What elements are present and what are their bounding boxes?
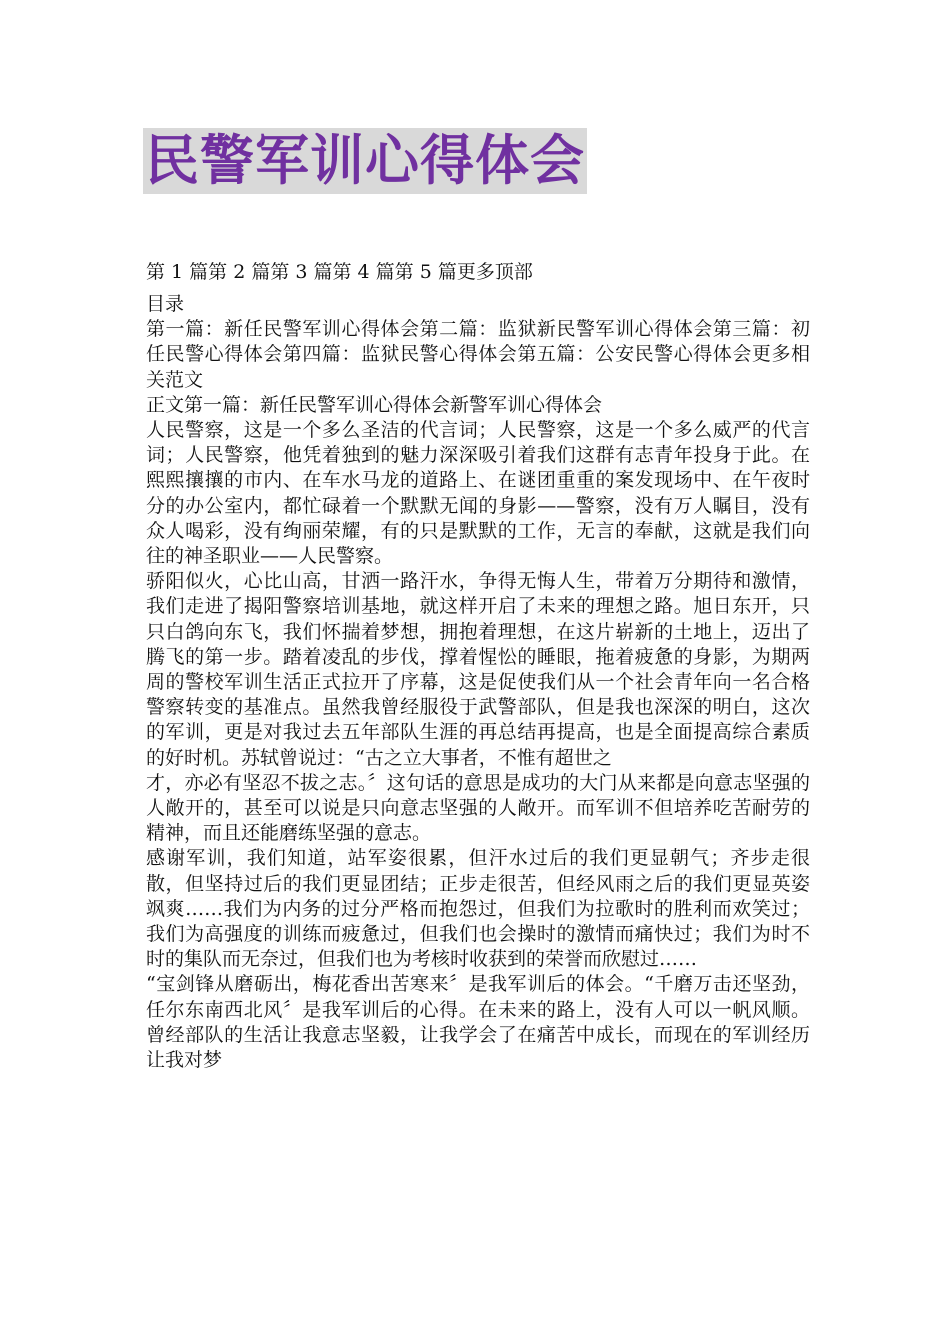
- body-paragraph: “宝剑锋从磨砺出，梅花香出苦寒来〞是我军训后的体会。“千磨万击还坚劲，任尔东南西北风〞是我军训后的心得。在未来的路上，没有人可以一帆风顺。曾经部队的生活让我意志坚毅，让我学会了在痛苦中成长，而现在的军训经历让我对梦: [146, 973, 810, 1072]
- document-title: 民警军训心得体会: [145, 129, 585, 192]
- body-paragraph: 才，亦必有坚忍不拔之志。〞这句话的意思是成功的大门从来都是向意志坚强的人敞开的，甚至可以说是只向意志坚强的人敞开。而军训不但培养吃苦耐劳的精神，而且还能磨练坚强的意志。: [146, 771, 810, 845]
- body-paragraph: 骄阳似火，心比山高，甘洒一路汗水，争得无悔人生，带着万分期待和激情，我们走进了揭阳警察培训基地，就这样开启了未来的理想之路。旭日东开，只只白鸽向东飞，我们怀揣着梦想，拥抱着理想，在这片崭新的土地上，迈出了腾飞的第一步。踏着凌乱的步伐，撑着惺忪的睡眼，拖着疲惫的身影，为期两周的警校军训生活正式拉开了序幕，这是促使我们从一个社会青年向一名合格警察转变的基准点。虽然我曾经服役于武警部队，但是我也深深的明白，这次的军训，更是对我过去五年部队生涯的再总结再提高，也是全面提高综合素质的好时机。苏轼曾说过：“古之立大事者，不惟有超世之: [146, 570, 810, 769]
- body-paragraph: 感谢军训，我们知道，站军姿很累，但汗水过后的我们更显朝气；齐步走很散，但坚持过后的我们更显团结；正步走很苦，但经风雨之后的我们更显英姿飒爽……我们为内务的过分严格而抱怨过，但我们为拉歌时的胜利而欢笑过；我们为高强度的训练而疲惫过，但我们也会操时的激情而痛快过；我们为时不时的集队而无奈过，但我们也为考核时收获到的荣誉而欣慰过……: [146, 847, 810, 971]
- body-heading: 正文第一篇：新任民警军训心得体会新警军训心得体会: [146, 393, 603, 416]
- title-container: [143, 128, 587, 194]
- toc-heading: 目录: [146, 293, 185, 315]
- body-paragraph: 人民警察，这是一个多么圣洁的代言词；人民警察，这是一个多么威严的代言词；人民警察，他凭着独到的魅力深深吸引着我们这群有志青年投身于此。在熙熙攘攘的市内、在车水马龙的道路上、在谜团重重的案发现场中、在午夜时分的办公室内，都忙碌着一个默默无闻的身影——警察，没有万人瞩目，没有众人喝彩，没有绚丽荣耀，有的只是默默的工作，无言的奉献，这就是我们向往的神圣职业——人民警察。: [146, 419, 810, 568]
- article-body: [146, 292, 810, 1073]
- toc-list: 第一篇：新任民警军训心得体会第二篇：监狱新民警军训心得体会第三篇：初任民警心得体会第四篇：监狱民警心得体会第五篇：公安民警心得体会更多相关范文: [146, 318, 810, 391]
- article-nav: 第 1 篇第 2 篇第 3 篇第 4 篇第 5 篇更多顶部: [146, 261, 533, 283]
